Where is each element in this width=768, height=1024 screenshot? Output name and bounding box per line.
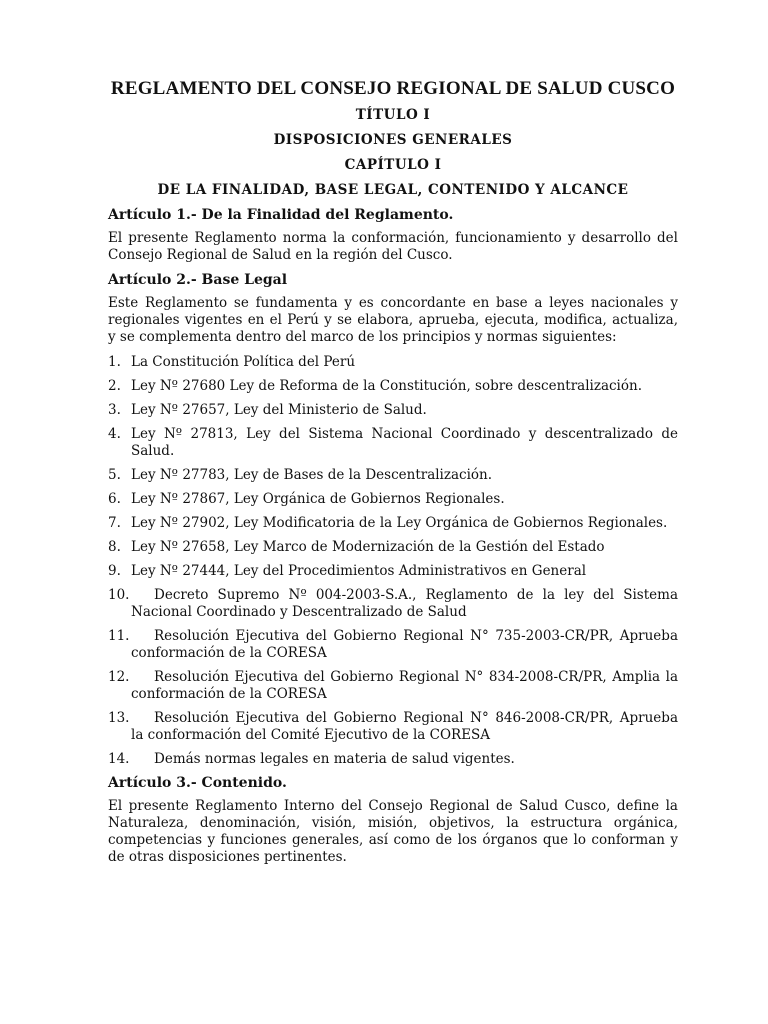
law-number: 9. xyxy=(108,563,121,579)
law-item xyxy=(108,628,678,662)
article-1-text: El presente Reglamento norma la conformación, funcionamiento y desarrollo del Consejo Regional de Salud en la región del Cusco. xyxy=(108,230,678,263)
law-item xyxy=(108,491,678,508)
law-number: 2. xyxy=(108,378,121,394)
law-number: 13. xyxy=(108,710,130,726)
law-item xyxy=(108,378,678,395)
law-text: Resolución Ejecutiva del Gobierno Regional N° 846-2008-CR/PR, Aprueba la conformación del Comité Ejecutivo de la CORESA xyxy=(131,710,678,743)
law-item xyxy=(108,467,678,484)
law-item xyxy=(108,426,678,460)
article-3-heading: Artículo 3.- Contenido. xyxy=(108,775,287,791)
law-text: Ley Nº 27783, Ley de Bases de la Descentralización. xyxy=(131,467,493,483)
article-3-text: El presente Reglamento Interno del Consejo Regional de Salud Cusco, define la Naturaleza, denominación, visión, misión, objetivos, la estructura orgánica, competencias y funciones generales, así como de los órganos que lo conforman y de otras disposiciones pertinentes. xyxy=(108,798,678,865)
law-number: 1. xyxy=(108,354,121,370)
law-item xyxy=(108,669,678,703)
law-text: Ley Nº 27867, Ley Orgánica de Gobiernos Regionales. xyxy=(131,491,505,507)
law-text: Ley Nº 27813, Ley del Sistema Nacional Coordinado y descentralizado de Salud. xyxy=(131,426,678,459)
law-text: La Constitución Política del Perú xyxy=(131,354,356,370)
law-text: Ley Nº 27902, Ley Modificatoria de la Ley Orgánica de Gobiernos Regionales. xyxy=(131,515,668,531)
law-number: 12. xyxy=(108,669,130,685)
law-number: 8. xyxy=(108,539,121,555)
law-item xyxy=(108,539,678,556)
law-number: 7. xyxy=(108,515,121,531)
law-item xyxy=(108,515,678,532)
law-text: Demás normas legales en materia de salud vigentes. xyxy=(154,751,515,767)
titulo-heading: TÍTULO I xyxy=(355,107,431,123)
law-text: Ley Nº 27680 Ley de Reforma de la Constitución, sobre descentralización. xyxy=(131,378,642,394)
law-item xyxy=(108,587,678,621)
law-number: 6. xyxy=(108,491,121,507)
law-text: Ley Nº 27658, Ley Marco de Modernización de la Gestión del Estado xyxy=(131,539,605,555)
law-text: Resolución Ejecutiva del Gobierno Regional N° 735-2003-CR/PR, Aprueba conformación de la CORESA xyxy=(131,628,678,661)
law-list xyxy=(108,354,678,768)
law-number: 4. xyxy=(108,426,121,442)
capitulo-heading: CAPÍTULO I xyxy=(344,157,442,173)
article-1-heading: Artículo 1.- De la Finalidad del Reglamento. xyxy=(108,207,454,223)
law-item xyxy=(108,751,678,768)
law-number: 11. xyxy=(108,628,130,644)
law-item xyxy=(108,354,678,371)
article-2-heading: Artículo 2.- Base Legal xyxy=(108,272,288,288)
article-2-text: Este Reglamento se fundamenta y es concordante en base a leyes nacionales y regionales vigentes en el Perú y se elabora, aprueba, ejecuta, modifica, actualiza, y se complementa dentro del marco de los principios y normas siguientes: xyxy=(108,295,678,345)
law-item xyxy=(108,563,678,580)
law-item xyxy=(108,402,678,419)
law-number: 5. xyxy=(108,467,121,483)
document-page xyxy=(108,78,678,874)
law-text: Ley Nº 27657, Ley del Ministerio de Salud. xyxy=(131,402,427,418)
law-text: Decreto Supremo Nº 004-2003-S.A., Reglamento de la ley del Sistema Nacional Coordinado y Descentralizado de Salud xyxy=(131,587,678,620)
law-number: 10. xyxy=(108,587,130,603)
law-text: Resolución Ejecutiva del Gobierno Regional N° 834-2008-CR/PR, Amplia la conformación de la CORESA xyxy=(131,669,678,702)
law-number: 14. xyxy=(108,751,130,767)
titulo-name: DISPOSICIONES GENERALES xyxy=(273,132,513,148)
law-item xyxy=(108,710,678,744)
law-number: 3. xyxy=(108,402,121,418)
law-text: Ley Nº 27444, Ley del Procedimientos Administrativos en General xyxy=(131,563,587,579)
document-title: REGLAMENTO DEL CONSEJO REGIONAL DE SALUD CUSCO xyxy=(110,78,676,99)
capitulo-name: DE LA FINALIDAD, BASE LEGAL, CONTENIDO Y ALCANCE xyxy=(157,182,629,198)
